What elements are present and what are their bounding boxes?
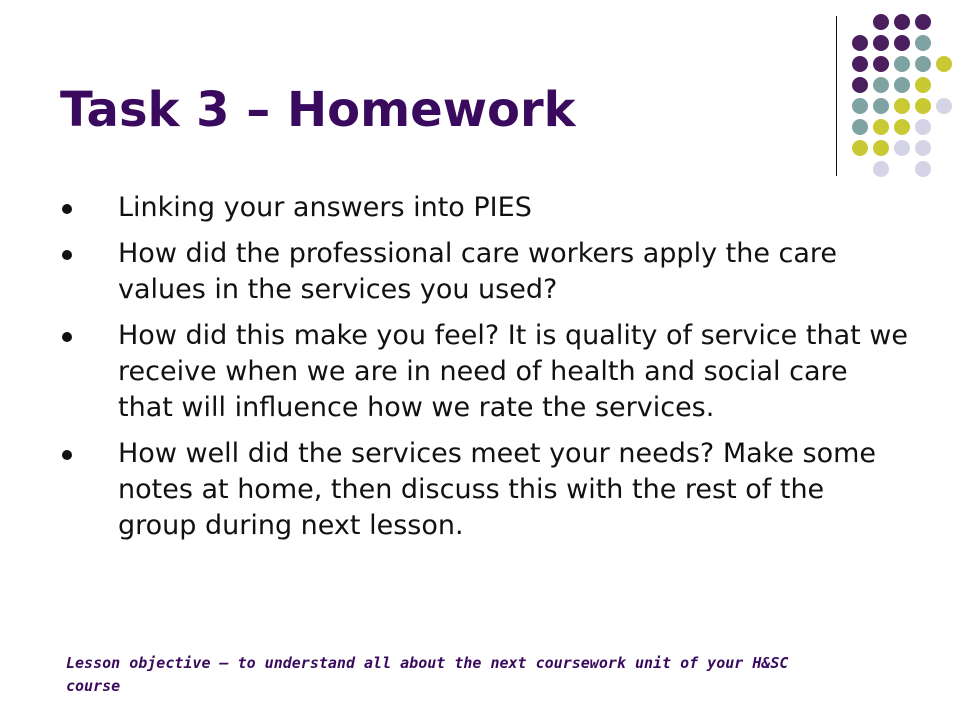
decorative-dot bbox=[915, 77, 931, 93]
bullet-item bbox=[60, 318, 910, 426]
bullet-text: How did the professional care workers apply the care values in the services you used? bbox=[118, 238, 838, 305]
decorative-dot bbox=[852, 119, 868, 135]
vertical-divider-line bbox=[836, 16, 837, 176]
decorative-dot bbox=[894, 14, 910, 30]
bullet-marker-icon bbox=[62, 332, 72, 342]
bullet-marker-icon bbox=[62, 450, 72, 460]
decorative-dot bbox=[936, 98, 952, 114]
decorative-dot bbox=[852, 56, 868, 72]
decorative-dot bbox=[852, 98, 868, 114]
bullet-item bbox=[60, 236, 910, 308]
decorative-dot bbox=[894, 119, 910, 135]
decorative-dot bbox=[873, 161, 889, 177]
decorative-dot bbox=[894, 98, 910, 114]
decorative-dot bbox=[873, 119, 889, 135]
decorative-dot bbox=[936, 56, 952, 72]
decorative-dot bbox=[894, 56, 910, 72]
bullet-marker-icon bbox=[62, 204, 72, 214]
decorative-dot bbox=[873, 14, 889, 30]
decorative-dot bbox=[915, 140, 931, 156]
bullet-item bbox=[60, 190, 910, 226]
bullet-list bbox=[60, 190, 910, 554]
decorative-dot bbox=[915, 14, 931, 30]
decorative-dot bbox=[873, 56, 889, 72]
decorative-dot bbox=[852, 140, 868, 156]
decorative-dot bbox=[873, 140, 889, 156]
decorative-dot bbox=[915, 35, 931, 51]
decorative-dot bbox=[915, 56, 931, 72]
bullet-text: Linking your answers into PIES bbox=[118, 192, 532, 223]
decorative-dot bbox=[852, 35, 868, 51]
decorative-dot bbox=[894, 77, 910, 93]
slide-title: Task 3 – Homework bbox=[60, 82, 576, 138]
decorative-dot bbox=[894, 140, 910, 156]
decorative-dot bbox=[873, 35, 889, 51]
decorative-dot bbox=[915, 119, 931, 135]
bullet-item bbox=[60, 436, 910, 544]
decorative-dot bbox=[915, 161, 931, 177]
bullet-text: How did this make you feel? It is quality of service that we receive when we are in need of health and social care that will influence how we rate the services. bbox=[118, 320, 908, 423]
decorative-dot bbox=[873, 98, 889, 114]
lesson-objective-footer: Lesson objective – to understand all about the next coursework unit of your H&SC course bbox=[66, 654, 789, 695]
decorative-dot bbox=[852, 77, 868, 93]
decorative-dot bbox=[915, 98, 931, 114]
bullet-text: How well did the services meet your needs? Make some notes at home, then discuss this with the rest of the group during next lesson. bbox=[118, 438, 877, 541]
bullet-marker-icon bbox=[62, 250, 72, 260]
decorative-dot bbox=[894, 35, 910, 51]
decorative-dot bbox=[873, 77, 889, 93]
